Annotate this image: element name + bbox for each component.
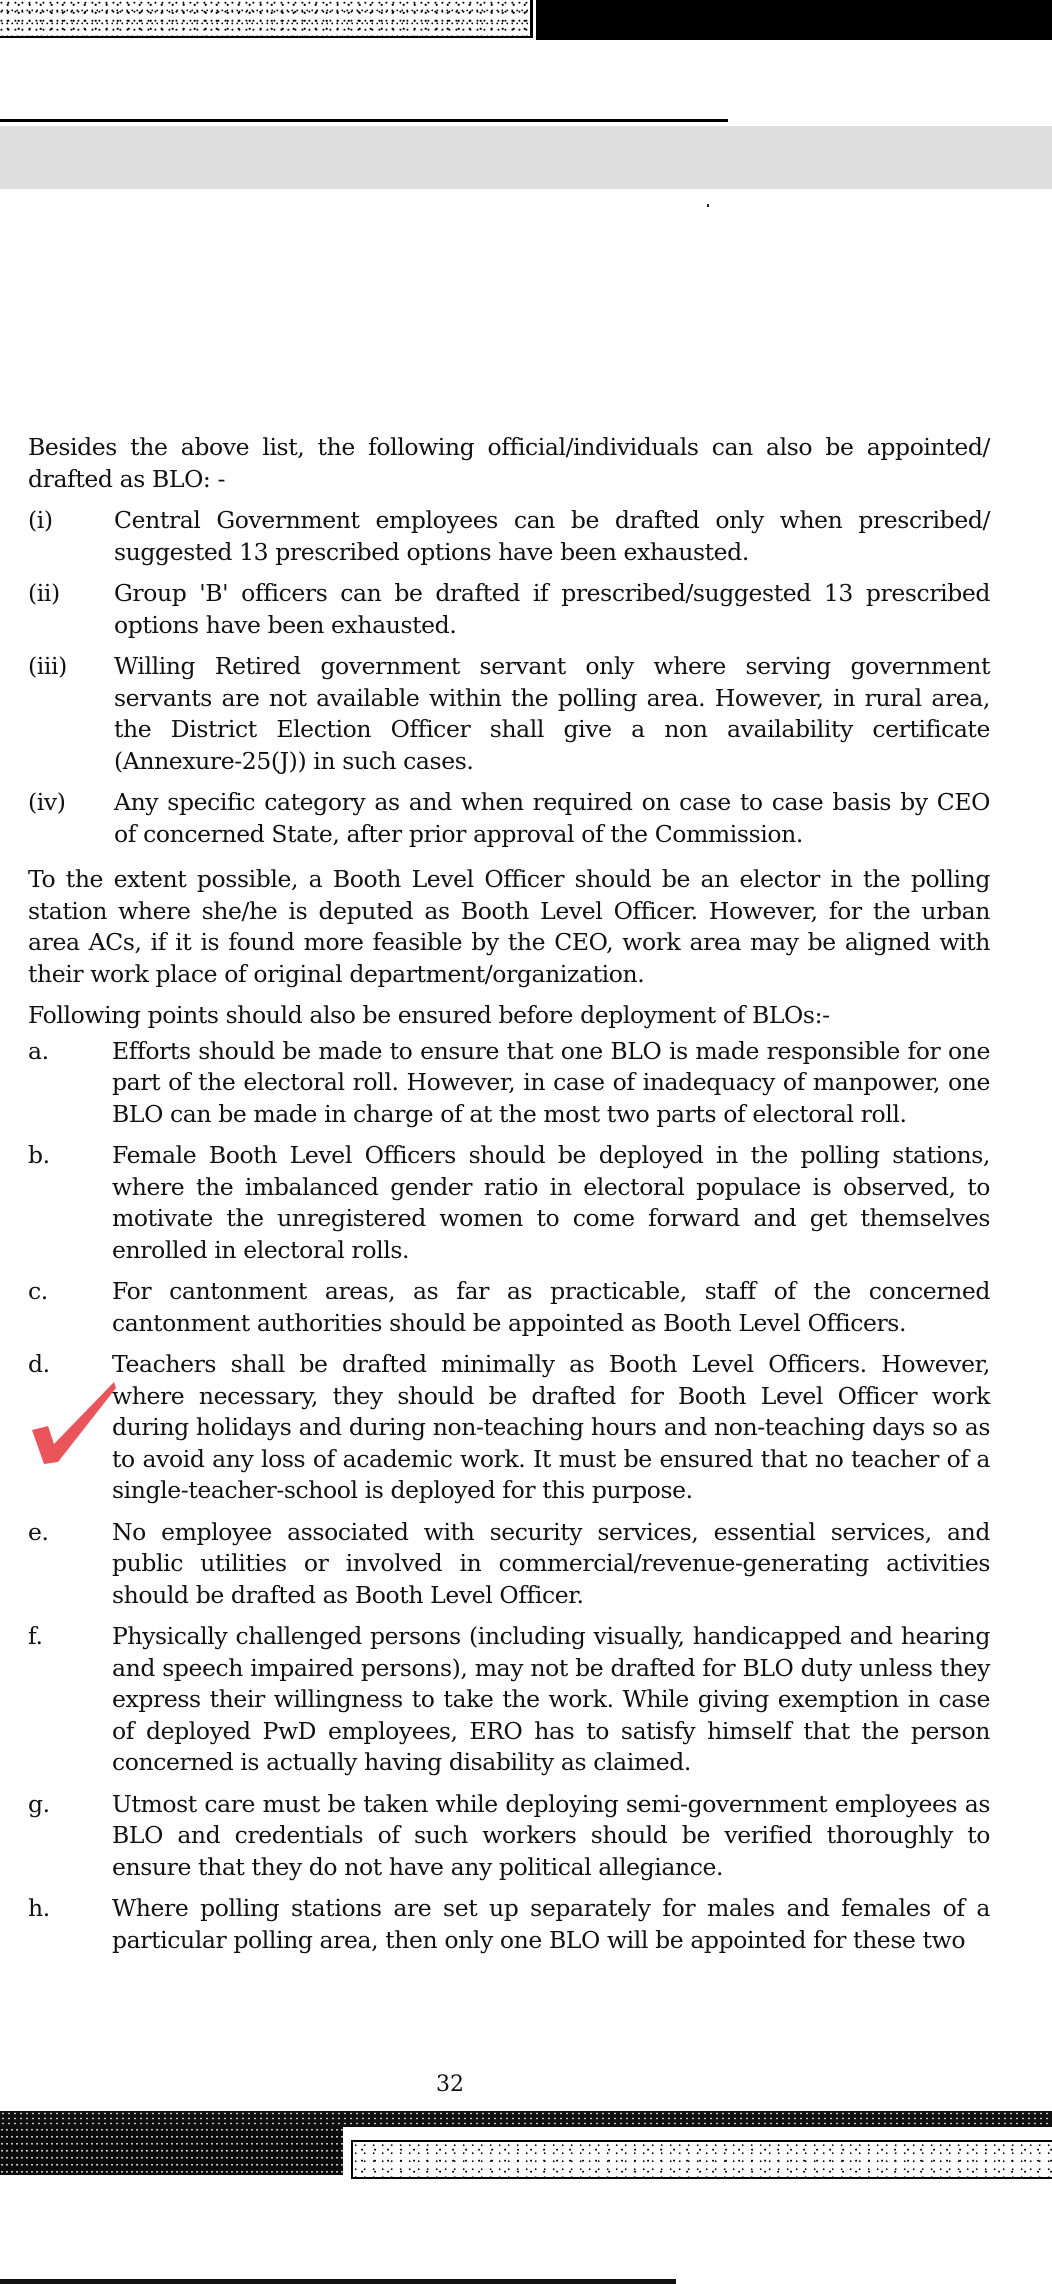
header-scan-block-right xyxy=(536,0,1052,40)
list-marker: (iv) xyxy=(28,788,66,816)
list-item-text: Efforts should be made to ensure that one BLO is made responsible for one part of the electoral roll. However, in case of inadequacy of manpower, one BLO can be made in charge of at the most two parts of electoral roll. xyxy=(112,1036,990,1128)
list-marker: g. xyxy=(28,1789,50,1818)
list-item-text: Central Government employees can be drafted only when prescribed/ suggested 13 prescribed options have been exhausted. xyxy=(114,506,990,566)
list-marker: b. xyxy=(28,1141,50,1169)
list-item-text: Female Booth Level Officers should be deployed in the polling stations, where the imbalanced gender ratio in electoral populace is observed, to motivate the unregistered women to come forward and get themselves enrolled in electoral rolls. xyxy=(112,1141,990,1264)
list-item xyxy=(28,1349,990,1507)
list-item-text: Where polling stations are set up separately for males and females of a particular polling area, then only one BLO will be appointed for these two xyxy=(112,1894,990,1954)
list-item-text: Group 'B' officers can be drafted if prescribed/suggested 13 prescribed options have been exhausted. xyxy=(114,579,990,639)
footer-scan-texture-right xyxy=(351,2140,1052,2179)
footer-scan-block-left xyxy=(0,2127,343,2175)
page-number: 32 xyxy=(436,2072,464,2097)
list-item xyxy=(28,787,990,850)
list-item xyxy=(28,505,990,568)
footer-scan-strip xyxy=(0,2111,1052,2127)
list-marker: (ii) xyxy=(28,579,60,607)
list-item xyxy=(28,1517,990,1612)
list-item-text: No employee associated with security services, essential services, and public utilities or involved in commercial/revenue-generating activities should be drafted as Booth Level Officer. xyxy=(112,1517,990,1609)
header-scan-texture-left xyxy=(0,0,533,38)
list-marker: (iii) xyxy=(28,652,67,680)
list-item xyxy=(28,1893,990,1956)
intro-paragraph: Besides the above list, the following official/individuals can also be appointed/ drafted as BLO: - xyxy=(28,433,990,493)
list-item xyxy=(28,651,990,777)
alpha-list xyxy=(28,1036,990,1957)
list-marker: d. xyxy=(28,1350,50,1378)
list-marker: c. xyxy=(28,1277,48,1305)
list-item-text: Physically challenged persons (including visually, handicapped and hearing and speech impaired persons), may not be drafted for BLO duty unless they express their willingness to take the work. While giving exemption in case of deployed PwD employees, ERO has to satisfy himself that the person concerned is actually having disability as claimed. xyxy=(112,1622,990,1776)
header-rule xyxy=(0,119,728,122)
list-marker: (i) xyxy=(28,506,53,534)
list-item xyxy=(28,1789,990,1884)
list-item-text: For cantonment areas, as far as practicable, staff of the concerned cantonment authorities should be appointed as Booth Level Officers. xyxy=(112,1277,990,1337)
list-marker: h. xyxy=(28,1894,50,1922)
list-item xyxy=(28,1036,990,1131)
list-item xyxy=(28,1276,990,1339)
footer-rule xyxy=(0,2279,676,2284)
list-item-text: Willing Retired government servant only where serving government servants are not available within the polling area. However, in rural area, the District Election Officer shall give a non availability certificate (Annexure-25(J)) in such cases. xyxy=(114,652,990,775)
points-heading: Following points should also be ensured before deployment of BLOs:- xyxy=(28,1001,830,1029)
header-gray-band xyxy=(0,126,1052,189)
list-marker: f. xyxy=(28,1622,43,1650)
list-item-text: Any specific category as and when required on case to case basis by CEO of concerned State, after prior approval of the Commission. xyxy=(114,788,990,848)
list-item xyxy=(28,578,990,641)
list-item-text: Teachers shall be drafted minimally as Booth Level Officers. However, where necessary, they should be drafted for Booth Level Officer work during holidays and during non-teaching hours and non-teaching days so as to avoid any loss of academic work. It must be ensured that no teacher of a single-teacher-school is deployed for this purpose. xyxy=(112,1350,990,1504)
list-item xyxy=(28,1140,990,1266)
document-body xyxy=(28,432,990,1966)
list-marker: a. xyxy=(28,1036,49,1065)
list-item-text: Utmost care must be taken while deploying semi-government employees as BLO and credentials of such workers should be verified thoroughly to ensure that they do not have any political allegiance. xyxy=(112,1789,990,1881)
red-check-mark-icon xyxy=(28,1378,118,1468)
roman-list xyxy=(28,505,990,850)
list-marker: e. xyxy=(28,1517,49,1546)
list-item xyxy=(28,1621,990,1779)
elector-paragraph: To the extent possible, a Booth Level Officer should be an elector in the polling station where she/he is deputed as Booth Level Officer. However, for the urban area ACs, if it is found more feasible by the CEO, work area may be aligned with their work place of original department/organization. xyxy=(28,865,990,988)
scan-speck xyxy=(707,204,709,207)
